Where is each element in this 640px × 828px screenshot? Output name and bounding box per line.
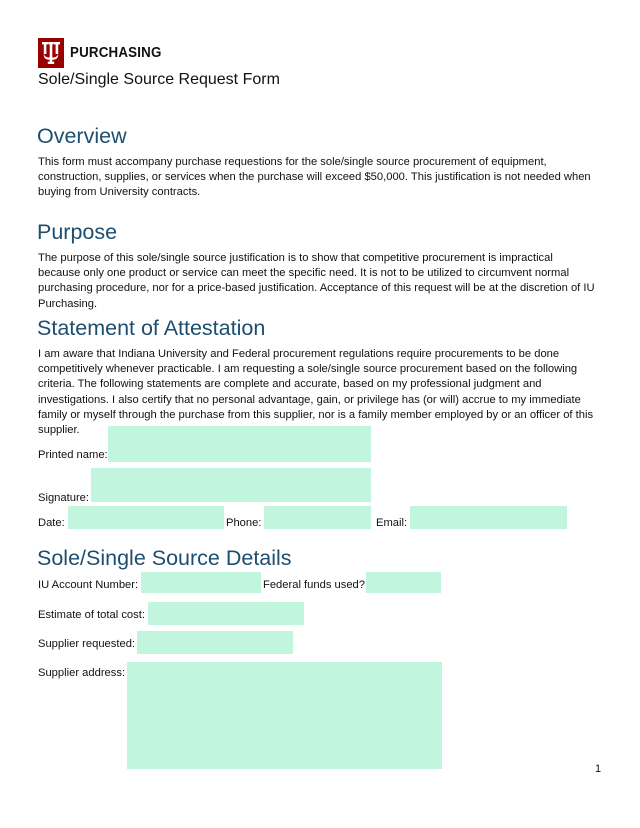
date-field[interactable]: [68, 506, 224, 529]
email-field[interactable]: [410, 506, 567, 529]
overview-text: This form must accompany purchase requestions for the sole/single source procurement of equipment, construction, supplies, or services when the purchase will exceed $50,000. This justification is not needed when buying from University contracts.: [38, 156, 591, 199]
printed-name-field[interactable]: [108, 426, 371, 462]
date-label: Date:: [38, 517, 65, 529]
purchasing-logo: [38, 38, 169, 68]
signature-field[interactable]: [91, 468, 371, 502]
overview-heading: Overview: [37, 124, 127, 148]
account-label: IU Account Number:: [38, 579, 139, 591]
iu-trident-icon: [38, 38, 64, 68]
purpose-heading: Purpose: [37, 220, 118, 244]
supplier-address-field[interactable]: [127, 662, 442, 769]
printed-name-label: Printed name:: [38, 449, 108, 461]
attestation-heading: Statement of Attestation: [37, 316, 266, 340]
estimate-cost-field[interactable]: [148, 602, 304, 625]
details-heading: Sole/Single Source Details: [37, 546, 292, 570]
email-label: Email:: [376, 517, 408, 529]
purpose-text: The purpose of this sole/single source justification is to show that competitive procurement is impractical because only one product or service can meet the specific need. It is not to be utilized to circumvent normal purchasing procedure, nor for a price-based justification. Acceptance of this request will be at the discretion of IU Purchasing.: [38, 252, 595, 310]
supplier-address-label: Supplier address:: [38, 667, 126, 679]
attestation-text: I am aware that Indiana University and Federal procurement regulations require procurements to be done competitively whenever practicable. I am requesting a sole/single source procurement based on the following criteria. The following statements are complete and accurate, based on my professional judgment and investigations. I also certify that no personal advantage, gain, or privilege has (or will) accrue to my immediate family or myself through the purchase from this supplier, nor is a family member employed by or an officer of this supplier.: [38, 348, 594, 437]
supplier-label: Supplier requested:: [38, 638, 136, 650]
account-number-field[interactable]: [141, 572, 261, 593]
phone-label: Phone:: [226, 517, 262, 529]
federal-funds-field[interactable]: [366, 572, 441, 593]
federal-funds-label: Federal funds used?: [263, 579, 365, 591]
supplier-requested-field[interactable]: [137, 631, 293, 654]
phone-field[interactable]: [264, 506, 371, 529]
signature-label: Signature:: [38, 492, 89, 504]
estimate-label: Estimate of total cost:: [38, 609, 145, 621]
page-number: 1: [595, 763, 602, 775]
form-title: Sole/Single Source Request Form: [38, 71, 280, 88]
logo-text: PURCHASING: [70, 45, 162, 61]
